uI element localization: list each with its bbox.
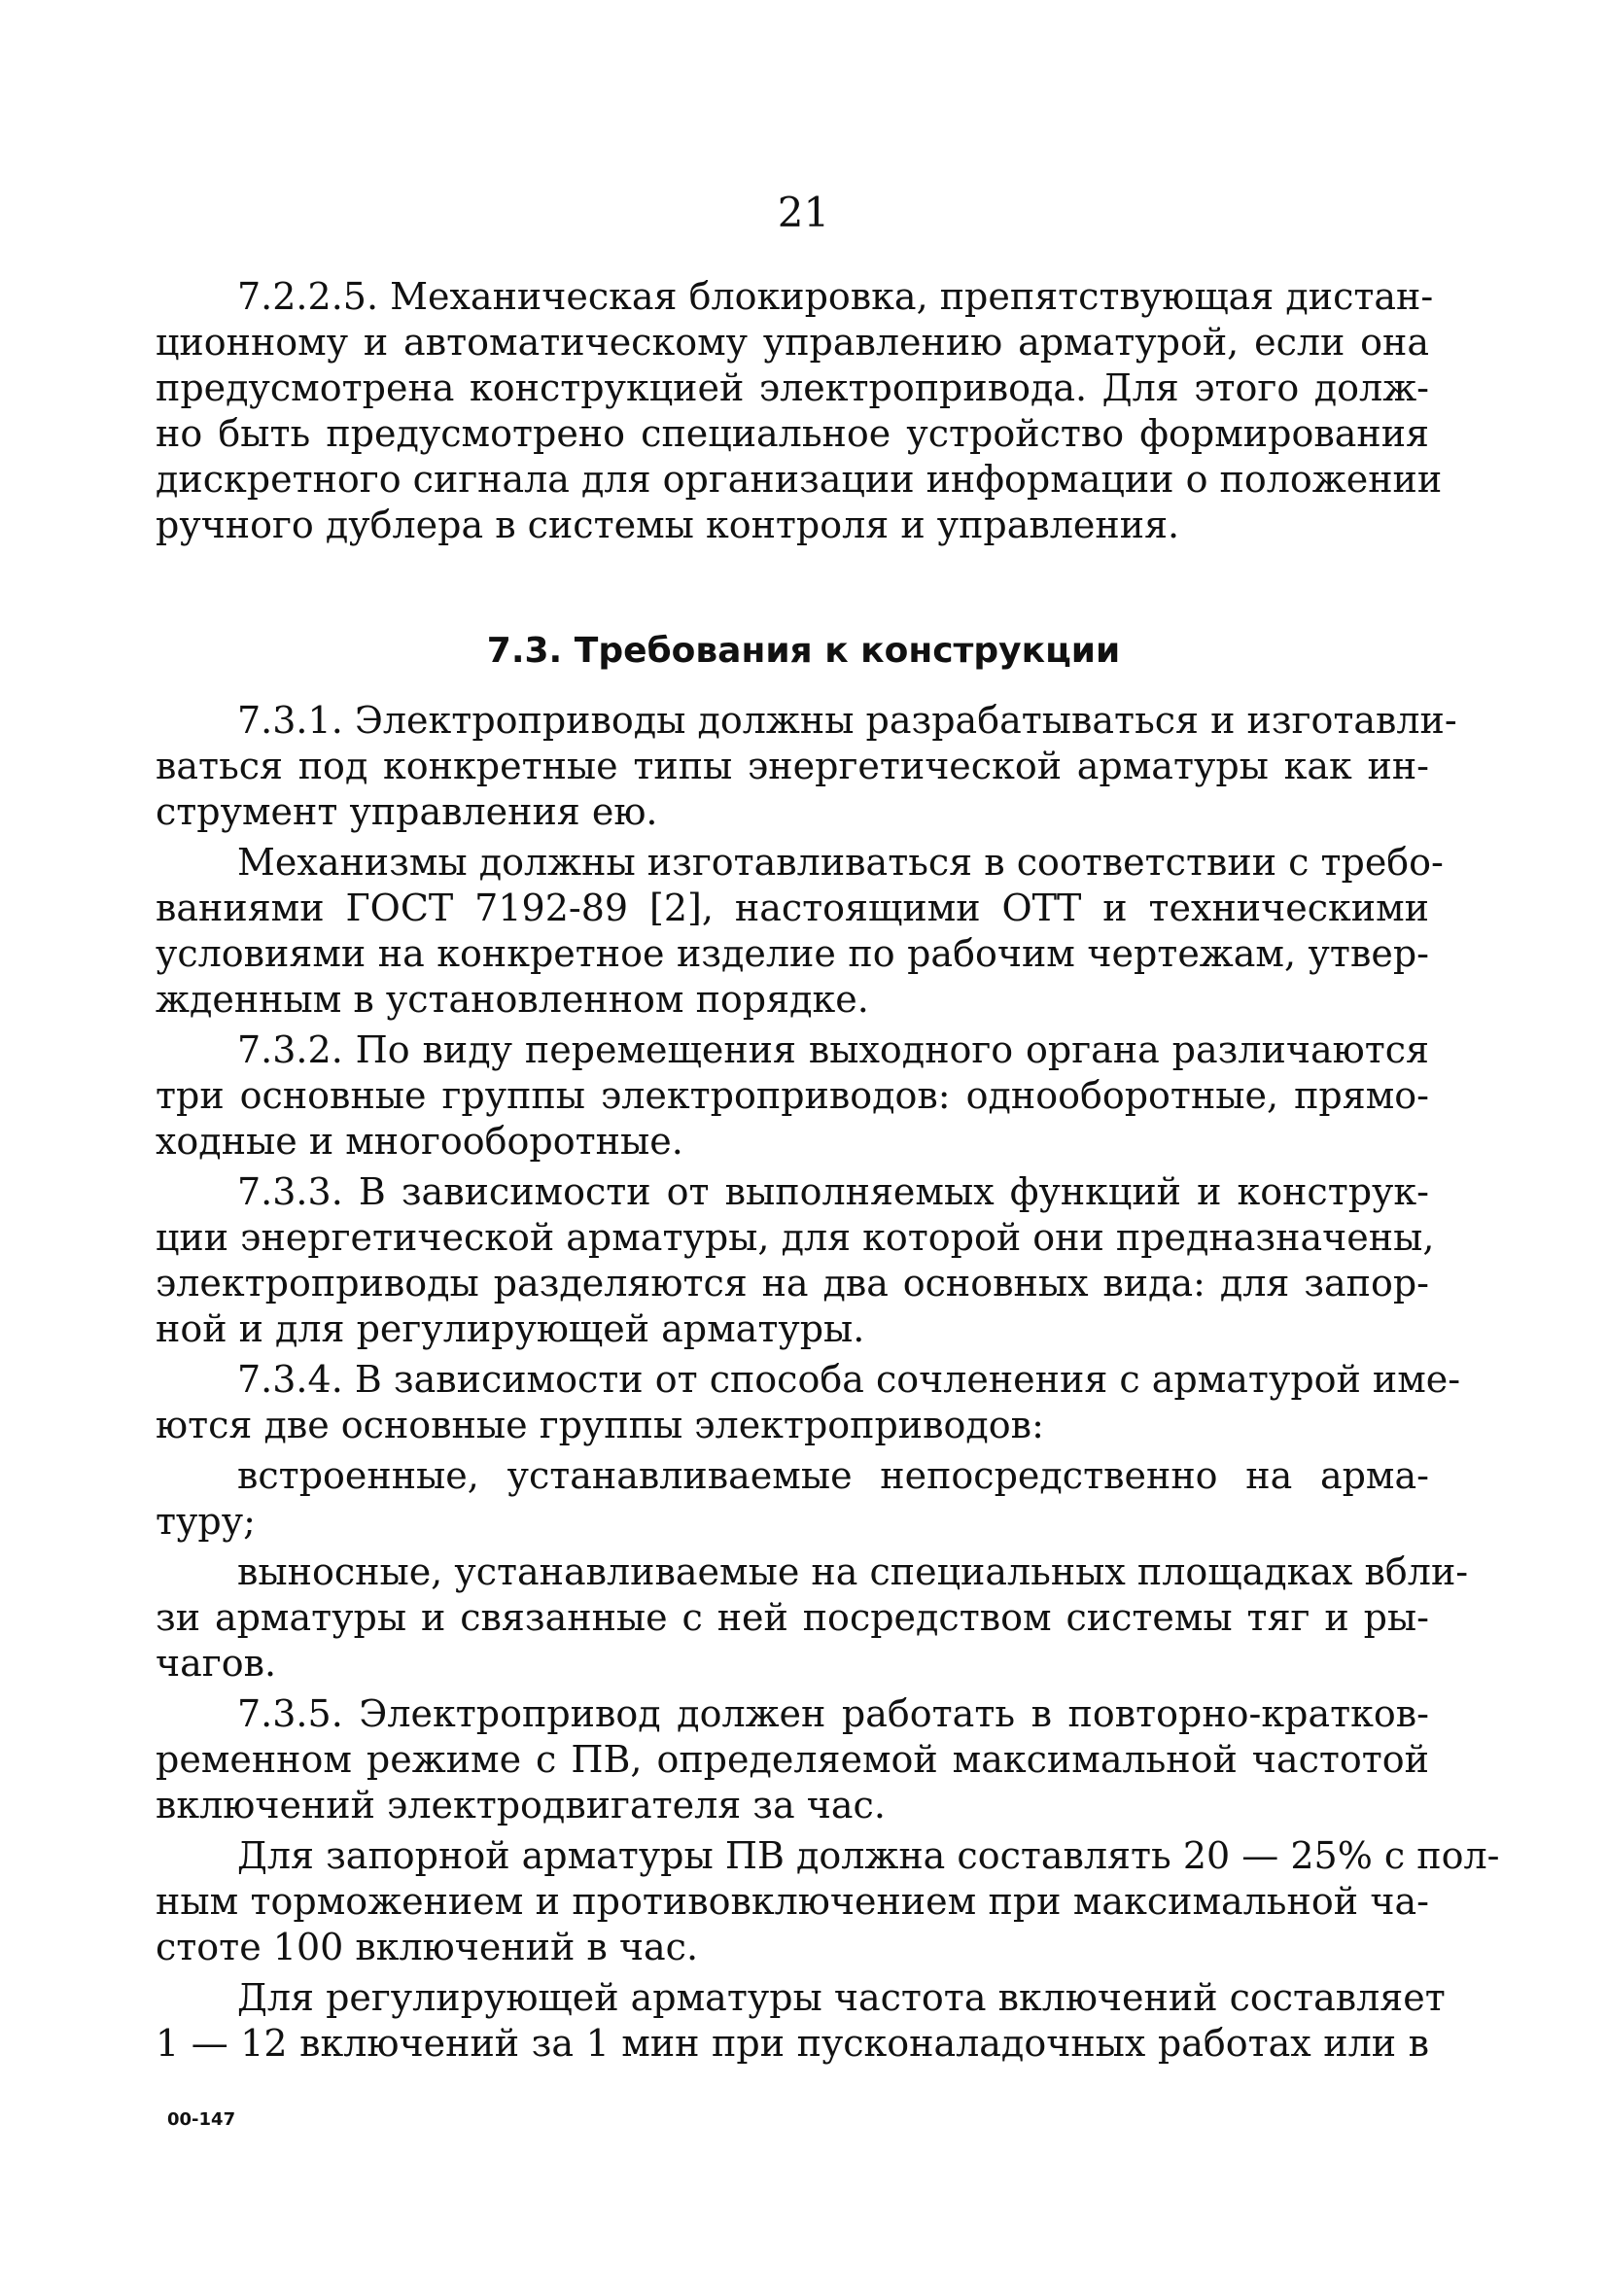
text-line: Для регулирующей арматуры частота включений составляет [237, 1976, 1446, 2019]
text-line: электроприводы разделяются на два основных вида: для запор- [156, 1262, 1429, 1305]
text-line: условиями на конкретное изделие по рабочим чертежам, утвер- [156, 932, 1429, 975]
paragraph-7-2-2-5 [156, 274, 1443, 548]
text-line: 7.3.5. Электропривод должен работать в повторно-кратков- [237, 1692, 1429, 1735]
text-line: жденным в установленном порядке. [156, 978, 869, 1021]
text-line: чагов. [156, 1642, 277, 1685]
footer-code: 00-147 [167, 2109, 236, 2130]
text-line: но быть предусмотрено специальное устройство формирования [156, 412, 1429, 455]
text-line: ются две основные группы электроприводов: [156, 1404, 1044, 1446]
text-line: 7.2.2.5. Механическая блокировка, препятствующая дистан- [237, 275, 1434, 318]
text-line: 1 — 12 включений за 1 мин при пусконаладочных работах или в [156, 2022, 1429, 2065]
paragraph-7-3-2 [156, 1027, 1429, 1165]
paragraph-shutoff-valves [156, 1833, 1500, 1970]
text-line: 7.3.3. В зависимости от выполняемых функций и конструк- [237, 1170, 1429, 1213]
paragraph-7-3-1 [156, 698, 1457, 835]
text-line: ручного дублера в системы контроля и управления. [156, 504, 1180, 546]
text-line: выносные, устанавливаемые на специальных площадках вбли- [237, 1550, 1469, 1593]
text-line: дискретного сигнала для организации информации о положении [156, 458, 1443, 501]
paragraph-mechanisms [156, 840, 1444, 1023]
list-item-built-in [156, 1453, 1429, 1545]
paragraph-7-3-4 [156, 1357, 1461, 1448]
text-line: предусмотрена конструкцией электропривода. Для этого долж- [156, 366, 1429, 409]
text-line: Механизмы должны изготавливаться в соответствии с требо- [237, 841, 1444, 884]
paragraph-control-valves [156, 1975, 1446, 2067]
text-line: зи арматуры и связанные с ней посредством системы тяг и ры- [156, 1596, 1429, 1639]
text-line: ции энергетической арматуры, для которой они предназначены, [156, 1216, 1435, 1259]
text-line: Для запорной арматуры ПВ должна составлять 20 — 25% с пол- [237, 1834, 1500, 1877]
text-line: 7.3.1. Электроприводы должны разрабатываться и изготавли- [237, 699, 1457, 742]
text-line: струмент управления ею. [156, 790, 658, 833]
page-number: 21 [777, 189, 830, 236]
text-line: стоте 100 включений в час. [156, 1926, 699, 1968]
text-line: туру; [156, 1500, 256, 1543]
section-7-3-body [156, 698, 1500, 2071]
text-line: включений электродвигателя за час. [156, 1784, 886, 1826]
text-line: 7.3.4. В зависимости от способа сочленения с арматурой име- [237, 1358, 1461, 1401]
text-line: ходные и многооборотные. [156, 1120, 683, 1163]
text-line: ным торможением и противовключением при максимальной ча- [156, 1880, 1429, 1923]
paragraph-7-3-3 [156, 1169, 1435, 1352]
text-line: ременном режиме с ПВ, определяемой максимальной частотой [156, 1738, 1429, 1781]
text-line: встроенные, устанавливаемые непосредственно на арма- [237, 1454, 1429, 1497]
text-line: ционному и автоматическому управлению арматурой, если она [156, 321, 1429, 364]
text-line: ваниями ГОСТ 7192-89 [2], настоящими ОТТ и техническими [156, 887, 1429, 929]
paragraph-7-3-5 [156, 1691, 1429, 1828]
text-line: три основные группы электроприводов: однооборотные, прямо- [156, 1074, 1429, 1117]
text-line: 7.3.2. По виду перемещения выходного органа различаются [237, 1028, 1429, 1071]
text-line: ваться под конкретные типы энергетической арматуры как ин- [156, 745, 1429, 787]
text-line: ной и для регулирующей арматуры. [156, 1307, 865, 1350]
section-heading: 7.3. Требования к конструкции [486, 631, 1121, 671]
list-item-remote [156, 1549, 1469, 1687]
